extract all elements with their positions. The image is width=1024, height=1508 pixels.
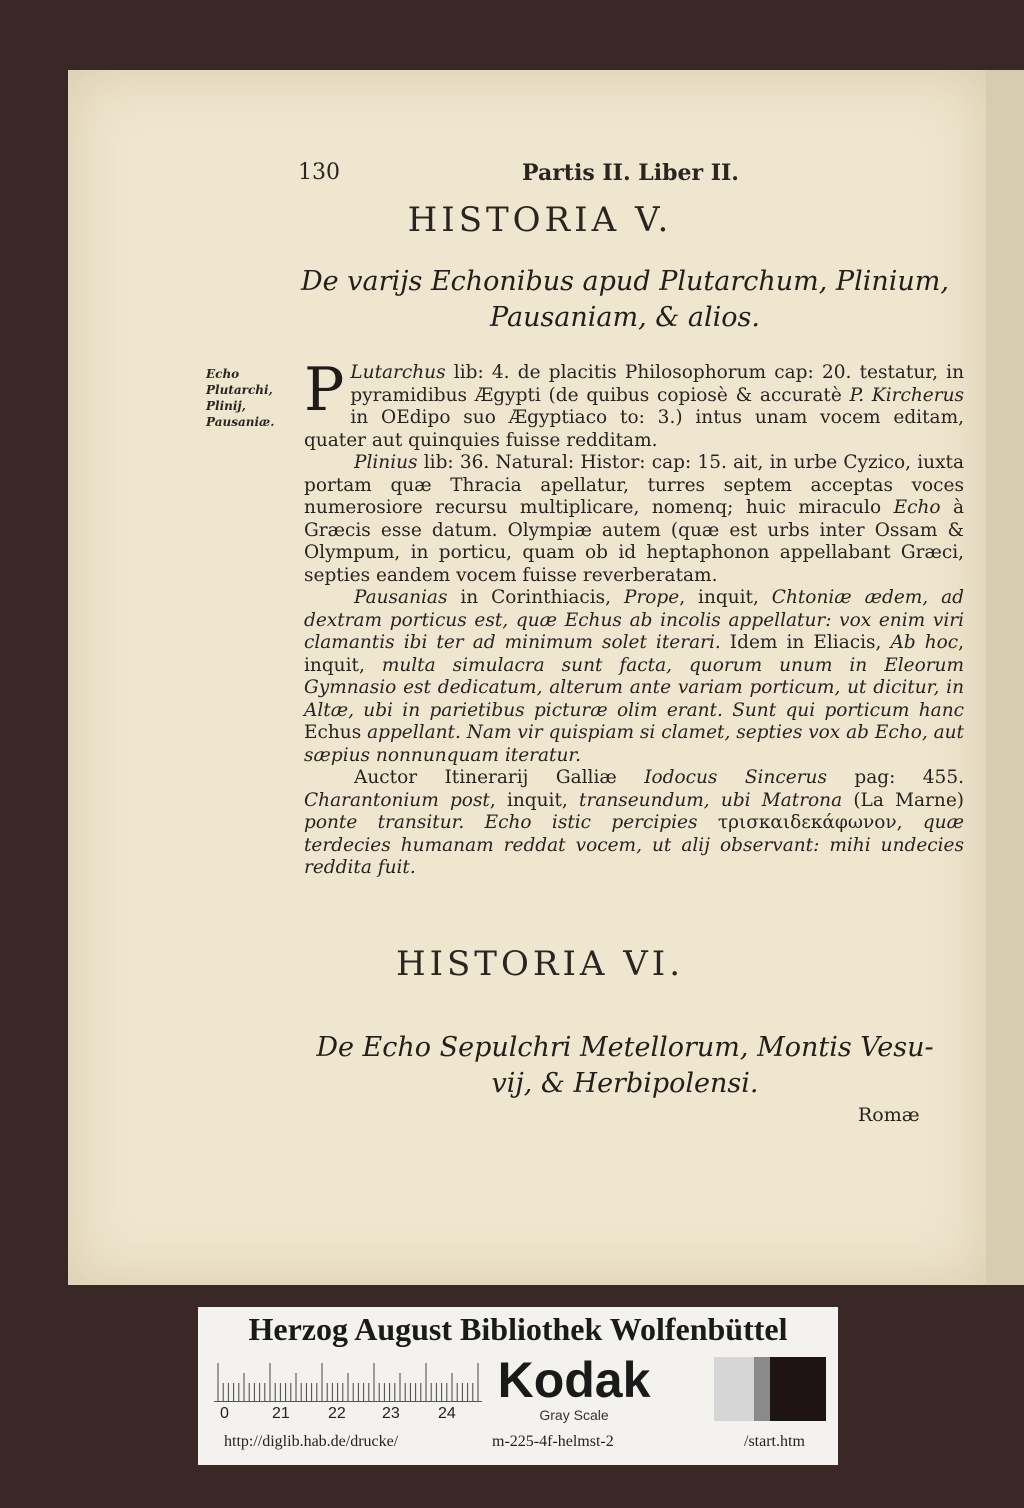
echo-word: Echo xyxy=(893,497,941,518)
ruler-label: 21 xyxy=(272,1405,290,1422)
scale-ruler xyxy=(214,1363,482,1402)
quote-span: multa simulacra sunt facta, quorum unum in Eleorum Gymnasio est dedicatum, alterum ante variam porticum, ut dicitur, in Altæ, ubi in parietibus picturæ olim erant. Sunt qui porticum hanc xyxy=(304,654,965,721)
body-text xyxy=(304,355,965,880)
kodak-logo: Kodak xyxy=(497,1352,651,1408)
historia-vi-title: HISTORIA VI. xyxy=(395,944,685,984)
text-span: in Corinthiacis, xyxy=(447,587,624,608)
library-name: Herzog August Bibliothek Wolfenbüttel xyxy=(248,1311,788,1347)
ruler-labels xyxy=(210,1405,490,1427)
author-kircher: P. Kircherus xyxy=(849,384,964,406)
quote-span: Ab hoc xyxy=(890,632,959,653)
paragraph-plutarch xyxy=(304,355,964,452)
historia-v-subtitle-line2: Pausaniam, & alios. xyxy=(490,302,760,333)
text-span: lib: 36. Natural: Histor: cap: 15. ait, in urbe Cyzico, iuxta portam quæ Thracia apellatur, turres septem acceptas voces numerosiore recursu multiplicare, nomenq; huic miraculo xyxy=(304,452,964,518)
quote-span: quæ terdecies humanam reddat vocem, ut alij observant: mihi undecies reddita fuit. xyxy=(304,812,964,878)
running-head: Partis II. Liber II. xyxy=(522,160,739,186)
greek-word: τρισκαιδεκάφωνον, xyxy=(697,812,923,833)
historia-v-subtitle-line1: De varijs Echonibus apud Plutarchum, Plinium, xyxy=(301,266,949,297)
paragraph-pliny xyxy=(304,452,964,587)
gray-swatch-mid xyxy=(754,1357,770,1421)
text-span: Idem in Eliacis, xyxy=(720,632,891,653)
start-page: /start.htm xyxy=(744,1433,805,1450)
library-color-strip xyxy=(198,1307,838,1465)
quote-span: transeundum, ubi Matrona xyxy=(579,789,843,811)
text-span: , inquit, xyxy=(679,587,772,608)
text-span: in OEdipo suo Ægyptiaco to: 3.) intus unam vocem editam, quater aut quinquies fuisse redditam. xyxy=(304,407,964,451)
historia-vi-subtitle-line2: vij, & Herbipolensi. xyxy=(491,1068,759,1099)
ruler-label: 0 xyxy=(220,1405,229,1422)
author-pliny: Plinius xyxy=(354,452,418,473)
author-pausanias: Pausanias xyxy=(354,587,448,608)
digital-library-url: http://diglib.hab.de/drucke/ xyxy=(224,1433,399,1450)
historia-v-subtitle xyxy=(270,264,980,336)
historia-vi-subtitle xyxy=(270,1030,980,1102)
quote-span: Chtoniæ ædem, ad dextram porticus est, quæ Echus ab incolis appellatur: vox enim viri clamantis ibi ter ad minimum solet iterari. xyxy=(304,587,964,653)
ruler-label: 22 xyxy=(328,1405,346,1422)
quote-span: Charantonium post xyxy=(304,789,490,811)
drop-cap: P xyxy=(304,355,345,425)
paragraph-pausanias xyxy=(304,587,964,767)
quote-span: ponte transitur. Echo istic percipies xyxy=(304,812,698,833)
text-span: (La Marne) xyxy=(842,789,964,811)
shelfmark: m-225-4f-helmst-2 xyxy=(492,1433,614,1450)
page-header xyxy=(0,160,1024,200)
ruler-label: 24 xyxy=(438,1405,456,1422)
text-span: pag: 455. xyxy=(826,767,964,788)
author-sincerus: Iodocus Sincerus xyxy=(644,767,827,788)
gray-scale-label: Gray Scale xyxy=(539,1407,609,1423)
quote-span: appellant. Nam vir quispiam si clamet, septies vox ab Echo, aut sæpius nonnunquam iteratur. xyxy=(304,722,964,766)
quote-span: Prope xyxy=(624,587,680,608)
paragraph-itinerary xyxy=(304,767,964,880)
next-page-edge xyxy=(986,70,1024,1285)
text-span: à Græcis esse datum. Olympiæ autem (quæ est urbs inter Ossam & Olympum, in porticu, quam ob id heptaphonon appellabant Græci, septies eandem vocem fuisse reverberatam. xyxy=(304,497,965,586)
text-span: Auctor Itinerarij Galliæ xyxy=(354,767,645,788)
historia-v-title: HISTORIA V. xyxy=(407,200,673,240)
gray-swatch-dark xyxy=(770,1357,826,1421)
page-number: 130 xyxy=(298,160,340,185)
catchword: Romæ xyxy=(858,1104,920,1126)
text-span: , inquit, xyxy=(489,789,580,811)
author-plutarch: Lutarchus xyxy=(350,362,446,383)
marginal-note: Echo Plutarchi, Plinij, Pausaniæ. xyxy=(206,367,275,429)
text-span: , inquit, xyxy=(304,632,965,676)
text-span: Echus xyxy=(304,722,368,743)
text-span: lib: 4. de placitis Philosophorum cap: 20. testatur, in pyramidibus Ægypti (de quibus copiosè & accuratè xyxy=(350,362,964,406)
gray-swatch-light xyxy=(714,1357,754,1421)
ruler-label: 23 xyxy=(382,1405,400,1422)
historia-vi-subtitle-line1: De Echo Sepulchri Metellorum, Montis Vesu- xyxy=(316,1032,934,1063)
